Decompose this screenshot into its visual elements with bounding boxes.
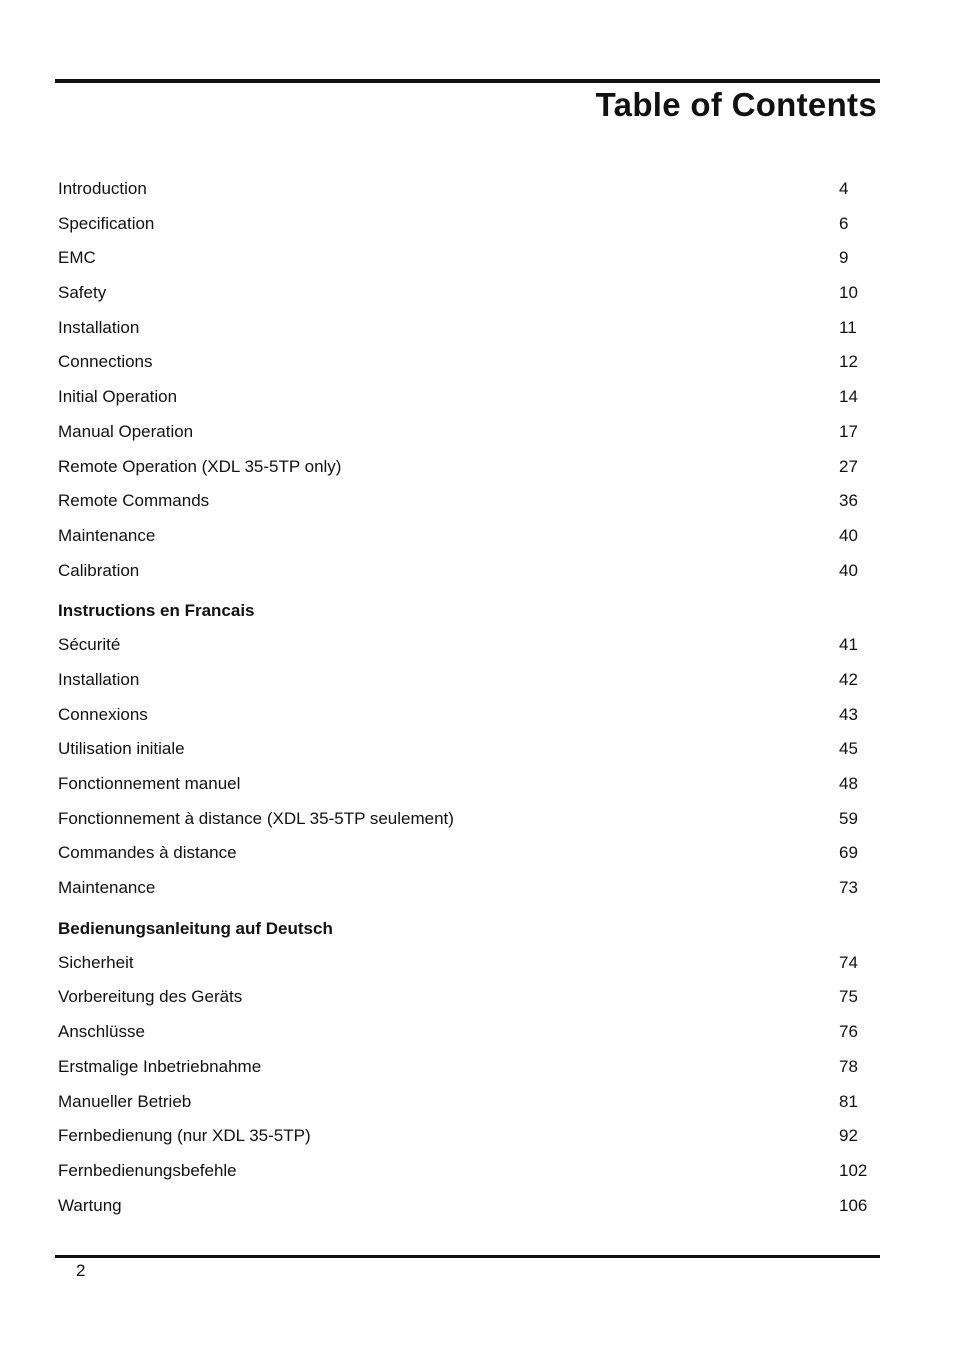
- toc-entry-label: Maintenance: [58, 525, 156, 545]
- toc-entry[interactable]: [58, 210, 880, 245]
- toc-entry-label: Utilisation initiale: [58, 739, 185, 759]
- toc-entry-label: Maintenance: [58, 878, 156, 898]
- toc-entry-page: 74: [839, 952, 858, 972]
- toc-entry-label: Manual Operation: [58, 421, 194, 441]
- toc-entry-page: 43: [839, 704, 858, 724]
- section-heading-french: [58, 591, 880, 631]
- table-of-contents: [58, 175, 880, 1226]
- page-number: 2: [76, 1261, 86, 1280]
- toc-entry-page: 102: [839, 1160, 868, 1180]
- toc-entry-label: Connexions: [58, 704, 148, 724]
- toc-entry-page: 4: [839, 179, 849, 198]
- toc-entry[interactable]: [58, 983, 880, 1018]
- toc-entry-page: 48: [839, 774, 858, 793]
- toc-entry-label: Commandes à distance: [58, 843, 237, 863]
- toc-entry-page: 41: [839, 635, 858, 655]
- toc-entry-page: 78: [839, 1056, 858, 1076]
- toc-entry[interactable]: [58, 175, 880, 210]
- toc-entry-label: Installation: [58, 317, 140, 337]
- toc-entry[interactable]: [58, 279, 880, 314]
- toc-entry-label: Fonctionnement à distance (XDL 35-5TP seulement): [58, 808, 454, 828]
- toc-entry-label: Fernbedienung (nur XDL 35-5TP): [58, 1126, 311, 1146]
- section-heading-label: Instructions en Francais: [58, 601, 255, 621]
- toc-entry-page: 92: [839, 1126, 858, 1146]
- toc-entry-page: 12: [839, 352, 858, 372]
- toc-entry-page: 59: [839, 808, 858, 828]
- toc-entry-label: Anschlüsse: [58, 1022, 145, 1042]
- page-title: Table of Contents: [595, 86, 877, 123]
- toc-entry-page: 10: [839, 283, 858, 303]
- toc-entry[interactable]: [58, 701, 880, 736]
- toc-entry-page: 69: [839, 843, 858, 863]
- toc-entry-page: 106: [839, 1195, 868, 1215]
- toc-entry-label: Sicherheit: [58, 952, 134, 972]
- toc-entry-label: EMC: [58, 248, 96, 268]
- toc-entry-page: 27: [839, 456, 858, 476]
- toc-entry-label: Erstmalige Inbetriebnahme: [58, 1056, 262, 1076]
- toc-entry-page: 45: [839, 739, 858, 759]
- section-heading-label: Bedienungsanleitung auf Deutsch: [58, 918, 333, 938]
- toc-entry[interactable]: [58, 557, 880, 592]
- toc-entry[interactable]: [58, 1122, 880, 1157]
- toc-entry-label: Safety: [58, 283, 107, 303]
- toc-entry[interactable]: [58, 453, 880, 488]
- toc-entry[interactable]: [58, 631, 880, 666]
- section-heading-german: [58, 909, 880, 949]
- toc-entry-page: 75: [839, 987, 858, 1007]
- toc-entry[interactable]: [58, 839, 880, 874]
- toc-entry[interactable]: [58, 1088, 880, 1123]
- toc-entry-label: Initial Operation: [58, 387, 178, 407]
- toc-entry[interactable]: [58, 244, 880, 279]
- toc-entry-label: Manueller Betrieb: [58, 1091, 192, 1111]
- toc-entry[interactable]: [58, 487, 880, 522]
- toc-entry-label: Specification: [58, 213, 155, 233]
- toc-entry[interactable]: [58, 418, 880, 453]
- toc-entry-label: Fernbedienungsbefehle: [58, 1160, 237, 1180]
- toc-entry-page: 40: [839, 560, 858, 580]
- toc-entry-page: 14: [839, 387, 858, 407]
- toc-entry[interactable]: [58, 348, 880, 383]
- top-rule: [55, 79, 880, 83]
- toc-entry-label: Sécurité: [58, 635, 121, 655]
- toc-entry-page: 36: [839, 491, 858, 511]
- toc-entry-page: 17: [839, 421, 858, 441]
- toc-entry[interactable]: [58, 874, 880, 909]
- toc-entry-page: 11: [839, 317, 857, 337]
- toc-entry[interactable]: [58, 1053, 880, 1088]
- toc-entry[interactable]: [58, 383, 880, 418]
- toc-entry-label: Remote Operation (XDL 35-5TP only): [58, 456, 342, 476]
- bottom-rule: [55, 1255, 880, 1258]
- toc-entry[interactable]: [58, 522, 880, 557]
- toc-entry-label: Remote Commands: [58, 491, 210, 511]
- toc-entry-page: 40: [839, 525, 858, 545]
- toc-entry-label: Installation: [58, 669, 140, 689]
- toc-entry-label: Calibration: [58, 560, 140, 580]
- toc-entry-label: Vorbereitung des Geräts: [58, 987, 243, 1007]
- toc-entry[interactable]: [58, 1018, 880, 1053]
- toc-entry-label: Connections: [58, 352, 153, 372]
- toc-entry-page: 6: [839, 213, 849, 233]
- toc-entry[interactable]: [58, 1157, 880, 1192]
- toc-entry[interactable]: [58, 735, 880, 770]
- toc-entry-page: 76: [839, 1022, 858, 1042]
- toc-entry[interactable]: [58, 1192, 880, 1227]
- toc-entry-label: Fonctionnement manuel: [58, 774, 241, 793]
- toc-entry-label: Introduction: [58, 179, 147, 198]
- toc-entry-page: 9: [839, 248, 849, 268]
- toc-entry[interactable]: [58, 770, 880, 805]
- toc-entry-page: 42: [839, 669, 858, 689]
- toc-entry[interactable]: [58, 314, 880, 349]
- toc-entry-page: 73: [839, 878, 858, 898]
- toc-entry[interactable]: [58, 805, 880, 840]
- toc-entry[interactable]: [58, 666, 880, 701]
- toc-entry-label: Wartung: [58, 1195, 122, 1215]
- toc-entry[interactable]: [58, 949, 880, 984]
- toc-entry-page: 81: [839, 1091, 858, 1111]
